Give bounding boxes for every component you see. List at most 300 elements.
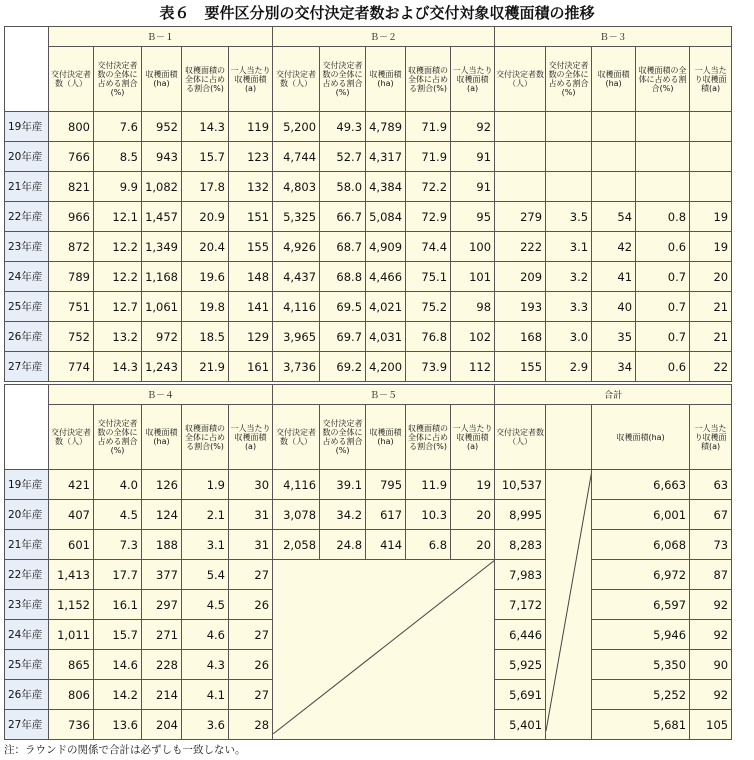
column-header: 交付決定者数の全体に占める割合(%) [94, 47, 142, 112]
data-cell: 21 [690, 322, 732, 352]
group-header: Ｂ－２ [273, 27, 495, 47]
row-label-year: 27年産 [5, 710, 49, 740]
data-cell: 806 [49, 680, 94, 710]
data-cell: 0.7 [636, 322, 690, 352]
data-cell: 6,446 [495, 620, 546, 650]
data-cell: 4.1 [182, 680, 229, 710]
data-cell: 8,283 [495, 530, 546, 560]
data-cell: 19.6 [182, 262, 229, 292]
data-cell: 72.9 [406, 202, 451, 232]
table-top [4, 26, 732, 382]
data-cell: 6,972 [592, 560, 690, 590]
empty-cell [690, 172, 732, 202]
empty-cell [546, 112, 592, 142]
data-cell: 69.2 [320, 352, 366, 382]
table-row [5, 500, 732, 530]
data-cell: 27 [229, 620, 273, 650]
empty-cell [546, 172, 592, 202]
column-header: 交付決定者数の全体に占める割合(%) [546, 47, 592, 112]
data-cell: 297 [142, 590, 182, 620]
data-cell: 12.1 [94, 202, 142, 232]
data-cell: 151 [229, 202, 273, 232]
table-row [5, 530, 732, 560]
data-cell: 3.1 [546, 232, 592, 262]
table-row [5, 262, 732, 292]
data-cell: 12.2 [94, 232, 142, 262]
data-cell: 92 [690, 590, 732, 620]
empty-cell [592, 142, 636, 172]
empty-cell [690, 142, 732, 172]
data-cell: 20 [690, 262, 732, 292]
data-cell: 4,744 [273, 142, 320, 172]
empty-cell [636, 112, 690, 142]
data-cell: 76.8 [406, 322, 451, 352]
data-cell: 3.3 [546, 292, 592, 322]
data-cell: 73 [690, 530, 732, 560]
data-cell: 8.5 [94, 142, 142, 172]
data-cell: 18.5 [182, 322, 229, 352]
data-cell: 92 [690, 680, 732, 710]
data-cell: 1,168 [142, 262, 182, 292]
empty-cell [495, 112, 546, 142]
data-cell: 27 [229, 680, 273, 710]
data-cell: 10.3 [406, 500, 451, 530]
data-cell: 209 [495, 262, 546, 292]
row-label-year: 27年産 [5, 352, 49, 382]
data-cell: 91 [451, 172, 495, 202]
data-cell: 1,082 [142, 172, 182, 202]
data-cell: 42 [592, 232, 636, 262]
data-cell: 736 [49, 710, 94, 740]
data-cell: 12.7 [94, 292, 142, 322]
data-cell: 4.3 [182, 650, 229, 680]
data-cell: 377 [142, 560, 182, 590]
table-row [5, 352, 732, 382]
empty-cell [636, 172, 690, 202]
data-cell: 5,681 [592, 710, 690, 740]
data-cell: 0.7 [636, 292, 690, 322]
data-cell: 0.8 [636, 202, 690, 232]
data-cell: 75.2 [406, 292, 451, 322]
data-cell: 3.6 [182, 710, 229, 740]
data-cell: 617 [366, 500, 406, 530]
data-cell: 20.4 [182, 232, 229, 262]
column-header: 収穫面積(ha) [366, 405, 406, 470]
data-cell: 132 [229, 172, 273, 202]
data-cell: 2.9 [546, 352, 592, 382]
data-cell: 3,965 [273, 322, 320, 352]
data-cell: 19 [690, 232, 732, 262]
table-bottom [4, 384, 732, 740]
data-cell: 7.6 [94, 112, 142, 142]
table-row [5, 202, 732, 232]
column-header: 交付決定者数（人） [49, 405, 94, 470]
data-cell: 3.0 [546, 322, 592, 352]
row-label-year: 21年産 [5, 530, 49, 560]
column-header: 収穫面積(ha) [366, 47, 406, 112]
data-cell: 54 [592, 202, 636, 232]
data-cell: 407 [49, 500, 94, 530]
data-cell: 4,437 [273, 262, 320, 292]
data-cell: 67 [690, 500, 732, 530]
column-header: 交付決定者数（人） [495, 47, 546, 112]
data-cell: 4.5 [94, 500, 142, 530]
data-cell: 69.5 [320, 292, 366, 322]
header-corner [5, 27, 49, 112]
data-cell: 34 [592, 352, 636, 382]
data-cell: 4,466 [366, 262, 406, 292]
data-cell: 141 [229, 292, 273, 322]
data-cell: 601 [49, 530, 94, 560]
data-cell: 17.8 [182, 172, 229, 202]
data-cell: 26 [229, 590, 273, 620]
data-cell: 4,926 [273, 232, 320, 262]
empty-cell [592, 172, 636, 202]
data-cell: 3.2 [546, 262, 592, 292]
data-cell: 6.8 [406, 530, 451, 560]
data-cell: 5.4 [182, 560, 229, 590]
data-cell: 20 [451, 500, 495, 530]
data-cell: 15.7 [182, 142, 229, 172]
data-cell: 3,078 [273, 500, 320, 530]
data-cell: 2,058 [273, 530, 320, 560]
column-header: 交付決定者数の全体に占める割合(%) [94, 405, 142, 470]
column-header: 一人当たり収穫面積(a) [229, 47, 273, 112]
row-label-year: 26年産 [5, 680, 49, 710]
data-cell: 1,011 [49, 620, 94, 650]
data-cell: 7,983 [495, 560, 546, 590]
empty-cell [495, 172, 546, 202]
data-cell: 16.1 [94, 590, 142, 620]
data-cell: 39.1 [320, 470, 366, 500]
group-header: Ｂ－５ [273, 385, 495, 405]
data-cell: 40 [592, 292, 636, 322]
data-cell: 4.5 [182, 590, 229, 620]
data-cell: 5,325 [273, 202, 320, 232]
group-header: 合計 [495, 385, 732, 405]
data-cell: 90 [690, 650, 732, 680]
column-header: 収穫面積(ha) [142, 405, 182, 470]
data-cell: 943 [142, 142, 182, 172]
data-cell: 751 [49, 292, 94, 322]
column-header: 交付決定者数（人） [273, 405, 320, 470]
data-cell: 6,068 [592, 530, 690, 560]
data-cell: 13.2 [94, 322, 142, 352]
data-cell: 31 [229, 530, 273, 560]
data-cell: 31 [229, 500, 273, 530]
data-cell: 1,243 [142, 352, 182, 382]
data-cell: 148 [229, 262, 273, 292]
data-cell: 5,252 [592, 680, 690, 710]
data-cell: 5,200 [273, 112, 320, 142]
data-cell: 4,116 [273, 470, 320, 500]
row-label-year: 25年産 [5, 292, 49, 322]
data-cell: 49.3 [320, 112, 366, 142]
data-cell: 100 [451, 232, 495, 262]
data-cell: 52.7 [320, 142, 366, 172]
column-header: 収穫面積(ha) [592, 47, 636, 112]
column-header: 収穫面積の全体に占める割合(%) [406, 47, 451, 112]
data-cell: 20 [451, 530, 495, 560]
diagonal-line [546, 470, 592, 731]
data-cell: 774 [49, 352, 94, 382]
header-gap-cell [546, 405, 592, 470]
data-cell: 1,413 [49, 560, 94, 590]
data-cell: 193 [495, 292, 546, 322]
column-header: 一人当たり収穫面積(a) [229, 405, 273, 470]
empty-cell [495, 142, 546, 172]
column-header: 交付決定者数（人） [495, 405, 546, 470]
data-cell: 95 [451, 202, 495, 232]
row-label-year: 19年産 [5, 470, 49, 500]
data-cell: 7.3 [94, 530, 142, 560]
table-row [5, 112, 732, 142]
row-label-year: 19年産 [5, 112, 49, 142]
row-label-year: 23年産 [5, 232, 49, 262]
column-header: 交付決定者数の全体に占める割合(%) [320, 405, 366, 470]
data-cell: 1.9 [182, 470, 229, 500]
data-cell: 112 [451, 352, 495, 382]
data-cell: 72.2 [406, 172, 451, 202]
data-cell: 414 [366, 530, 406, 560]
data-cell: 24.8 [320, 530, 366, 560]
column-header: 収穫面積の全体に占める割合(%) [406, 405, 451, 470]
table-row [5, 142, 732, 172]
data-cell: 1,349 [142, 232, 182, 262]
data-cell: 92 [690, 620, 732, 650]
data-cell: 69.7 [320, 322, 366, 352]
data-cell: 19 [451, 470, 495, 500]
row-label-year: 23年産 [5, 590, 49, 620]
data-cell: 34.2 [320, 500, 366, 530]
data-cell: 0.7 [636, 262, 690, 292]
row-label-year: 20年産 [5, 500, 49, 530]
data-cell: 4,021 [366, 292, 406, 322]
data-cell: 6,663 [592, 470, 690, 500]
data-cell: 421 [49, 470, 94, 500]
row-label-year: 26年産 [5, 322, 49, 352]
data-cell: 75.1 [406, 262, 451, 292]
data-cell: 5,401 [495, 710, 546, 740]
row-label-year: 25年産 [5, 650, 49, 680]
diagonal-slash [546, 470, 592, 731]
data-cell: 0.6 [636, 352, 690, 382]
data-cell: 5,084 [366, 202, 406, 232]
data-cell: 4,384 [366, 172, 406, 202]
data-cell: 204 [142, 710, 182, 740]
column-header: 収穫面積の全体に占める割合(%) [182, 47, 229, 112]
data-cell: 872 [49, 232, 94, 262]
row-label-year: 24年産 [5, 262, 49, 292]
data-cell: 41 [592, 262, 636, 292]
row-label-year: 22年産 [5, 202, 49, 232]
data-cell: 66.7 [320, 202, 366, 232]
data-cell: 102 [451, 322, 495, 352]
table-row [5, 172, 732, 202]
data-cell: 4.0 [94, 470, 142, 500]
data-cell: 28 [229, 710, 273, 740]
data-cell: 222 [495, 232, 546, 262]
data-cell: 6,597 [592, 590, 690, 620]
data-cell: 188 [142, 530, 182, 560]
data-cell: 4,909 [366, 232, 406, 262]
data-cell: 4,031 [366, 322, 406, 352]
data-cell: 14.3 [94, 352, 142, 382]
data-cell: 30 [229, 470, 273, 500]
data-cell: 4,803 [273, 172, 320, 202]
empty-diagonal-region [273, 560, 495, 740]
data-cell: 789 [49, 262, 94, 292]
empty-diagonal-column [546, 470, 592, 740]
data-cell: 126 [142, 470, 182, 500]
data-cell: 3.5 [546, 202, 592, 232]
empty-cell [592, 112, 636, 142]
data-cell: 14.3 [182, 112, 229, 142]
data-cell: 1,457 [142, 202, 182, 232]
data-cell: 124 [142, 500, 182, 530]
data-cell: 17.7 [94, 560, 142, 590]
column-header: 一人当たり収穫面積(a) [690, 405, 732, 470]
data-cell: 279 [495, 202, 546, 232]
data-cell: 6,001 [592, 500, 690, 530]
column-header: 交付決定者数（人） [49, 47, 94, 112]
data-cell: 0.6 [636, 232, 690, 262]
column-header: 収穫面積(ha) [592, 405, 690, 470]
data-cell: 123 [229, 142, 273, 172]
row-label-year: 21年産 [5, 172, 49, 202]
empty-cell [546, 142, 592, 172]
column-header: 交付決定者数の全体に占める割合(%) [320, 47, 366, 112]
data-cell: 63 [690, 470, 732, 500]
data-cell: 821 [49, 172, 94, 202]
diagonal-slash [273, 560, 495, 734]
data-cell: 972 [142, 322, 182, 352]
data-cell: 27 [229, 560, 273, 590]
data-cell: 271 [142, 620, 182, 650]
row-label-year: 22年産 [5, 560, 49, 590]
data-cell: 7,172 [495, 590, 546, 620]
data-cell: 952 [142, 112, 182, 142]
data-cell: 13.6 [94, 710, 142, 740]
data-cell: 5,925 [495, 650, 546, 680]
data-cell: 101 [451, 262, 495, 292]
table-row [5, 322, 732, 352]
data-cell: 5,946 [592, 620, 690, 650]
data-cell: 98 [451, 292, 495, 322]
footnote: 注：ラウンドの関係で合計は必ずしも一致しない。 [4, 744, 246, 756]
data-cell: 91 [451, 142, 495, 172]
data-cell: 19.8 [182, 292, 229, 322]
data-cell: 74.4 [406, 232, 451, 262]
table-row [5, 232, 732, 262]
data-cell: 4.6 [182, 620, 229, 650]
data-cell: 14.6 [94, 650, 142, 680]
data-cell: 21 [690, 292, 732, 322]
data-cell: 2.1 [182, 500, 229, 530]
row-label-year: 20年産 [5, 142, 49, 172]
column-header: 一人当たり収穫面積(a) [690, 47, 732, 112]
empty-cell [636, 142, 690, 172]
data-cell: 752 [49, 322, 94, 352]
data-cell: 8,995 [495, 500, 546, 530]
data-cell: 10,537 [495, 470, 546, 500]
data-cell: 800 [49, 112, 94, 142]
data-cell: 4,317 [366, 142, 406, 172]
data-cell: 20.9 [182, 202, 229, 232]
data-cell: 4,200 [366, 352, 406, 382]
diagonal-line [273, 560, 495, 734]
row-label-year: 24年産 [5, 620, 49, 650]
data-cell: 35 [592, 322, 636, 352]
data-cell: 1,152 [49, 590, 94, 620]
data-cell: 68.8 [320, 262, 366, 292]
column-header: 一人当たり収穫面積(a) [451, 405, 495, 470]
table-title: 表６ 要件区分別の交付決定者数および交付対象収穫面積の推移 [159, 4, 595, 22]
data-cell: 12.2 [94, 262, 142, 292]
table-row [5, 470, 732, 500]
data-cell: 14.2 [94, 680, 142, 710]
data-cell: 26 [229, 650, 273, 680]
data-cell: 71.9 [406, 112, 451, 142]
table-row [5, 292, 732, 322]
data-cell: 68.7 [320, 232, 366, 262]
data-cell: 92 [451, 112, 495, 142]
data-cell: 129 [229, 322, 273, 352]
data-cell: 21.9 [182, 352, 229, 382]
data-cell: 214 [142, 680, 182, 710]
data-cell: 22 [690, 352, 732, 382]
column-header: 交付決定者数（人） [273, 47, 320, 112]
data-cell: 5,691 [495, 680, 546, 710]
data-cell: 58.0 [320, 172, 366, 202]
data-cell: 155 [229, 232, 273, 262]
data-cell: 4,789 [366, 112, 406, 142]
data-cell: 3,736 [273, 352, 320, 382]
data-cell: 168 [495, 322, 546, 352]
data-cell: 1,061 [142, 292, 182, 322]
data-cell: 11.9 [406, 470, 451, 500]
column-header: 一人当たり収穫面積(a) [451, 47, 495, 112]
data-cell: 155 [495, 352, 546, 382]
data-cell: 9.9 [94, 172, 142, 202]
data-cell: 966 [49, 202, 94, 232]
group-header: Ｂ－１ [49, 27, 273, 47]
data-cell: 19 [690, 202, 732, 232]
data-cell: 73.9 [406, 352, 451, 382]
column-header: 収穫面積の全体に占める割合(%) [636, 47, 690, 112]
empty-cell [690, 112, 732, 142]
data-cell: 865 [49, 650, 94, 680]
group-header: Ｂ－３ [495, 27, 732, 47]
header-corner [5, 385, 49, 470]
data-cell: 795 [366, 470, 406, 500]
data-cell: 105 [690, 710, 732, 740]
data-cell: 71.9 [406, 142, 451, 172]
column-header: 収穫面積(ha) [142, 47, 182, 112]
data-cell: 15.7 [94, 620, 142, 650]
data-cell: 87 [690, 560, 732, 590]
data-cell: 119 [229, 112, 273, 142]
data-cell: 3.1 [182, 530, 229, 560]
group-header: Ｂ－４ [49, 385, 273, 405]
column-header: 収穫面積の全体に占める割合(%) [182, 405, 229, 470]
table-row [5, 560, 732, 590]
data-cell: 4,116 [273, 292, 320, 322]
data-cell: 228 [142, 650, 182, 680]
data-cell: 766 [49, 142, 94, 172]
data-cell: 5,350 [592, 650, 690, 680]
data-cell: 161 [229, 352, 273, 382]
